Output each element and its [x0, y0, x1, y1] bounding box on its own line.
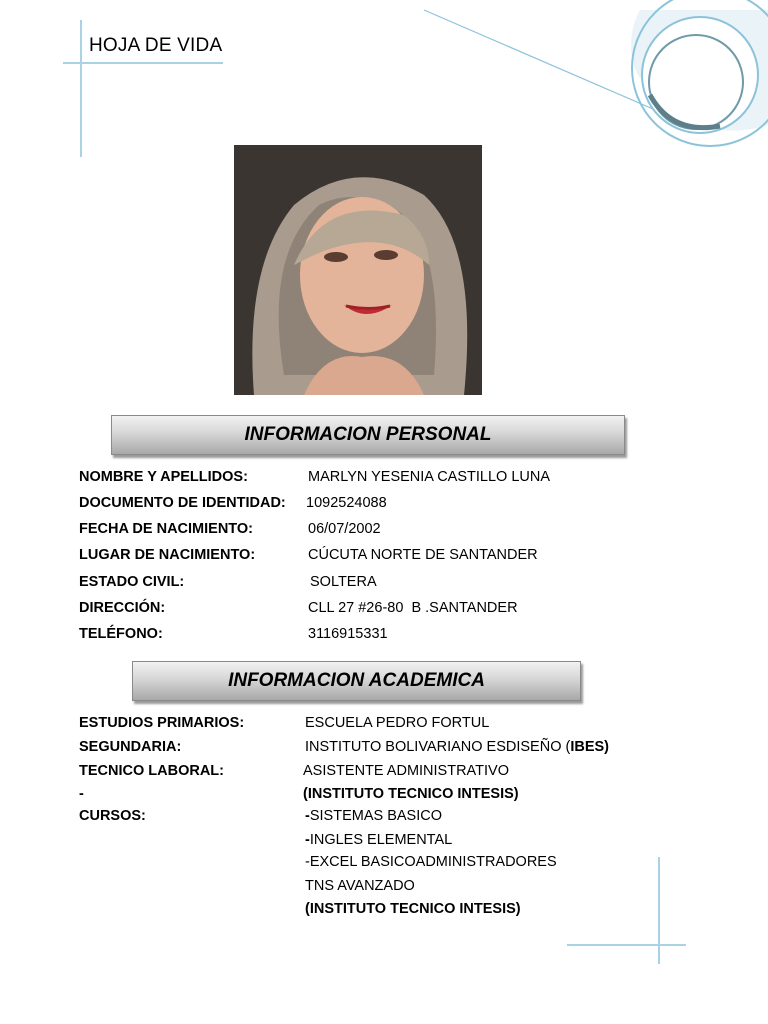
academic-value: TNS AVANZADO	[305, 878, 415, 894]
academic-label: SEGUNDARIA:	[79, 739, 182, 755]
curso-dash: -	[305, 808, 310, 824]
academic-value: (INSTITUTO TECNICO INTESIS)	[303, 786, 519, 802]
personal-label: TELÉFONO:	[79, 626, 163, 642]
decor-line-horizontal-bottom	[567, 944, 686, 946]
personal-value: 06/07/2002	[308, 521, 381, 537]
academic-value: -EXCEL BASICOADMINISTRADORES	[305, 854, 557, 870]
section-header-personal: INFORMACION PERSONAL	[111, 415, 625, 455]
academic-value	[305, 831, 452, 849]
personal-value: CÚCUTA NORTE DE SANTANDER	[308, 547, 538, 563]
curso-dash: -	[305, 832, 310, 848]
personal-value: 3116915331	[308, 626, 388, 642]
personal-value: 1092524088	[306, 495, 387, 511]
academic-value: (INSTITUTO TECNICO INTESIS)	[305, 901, 521, 917]
page-title: HOJA DE VIDA	[89, 35, 223, 56]
personal-label: LUGAR DE NACIMIENTO:	[79, 547, 256, 563]
academic-value	[305, 738, 609, 756]
personal-value: SOLTERA	[310, 574, 377, 590]
personal-label: DOCUMENTO DE IDENTIDAD:	[79, 495, 286, 511]
section-header-academic: INFORMACION ACADEMICA	[132, 661, 581, 701]
profile-photo	[234, 145, 482, 395]
segundaria-text: INSTITUTO BOLIVARIANO ESDISEÑO (	[305, 739, 571, 755]
academic-value	[305, 807, 442, 825]
academic-label: TECNICO LABORAL:	[79, 763, 224, 779]
academic-label: ESTUDIOS PRIMARIOS:	[79, 715, 245, 731]
decor-circles	[0, 0, 768, 160]
academic-value: ASISTENTE ADMINISTRATIVO	[303, 763, 509, 779]
curso-text: SISTEMAS BASICO	[309, 808, 442, 824]
personal-label: DIRECCIÓN:	[79, 600, 166, 616]
academic-label: -	[79, 786, 84, 802]
academic-label: CURSOS:	[79, 808, 146, 824]
segundaria-bold-text: IBES)	[570, 739, 610, 755]
decor-line-vertical-bottom	[658, 857, 660, 964]
curso-text: INGLES ELEMENTAL	[309, 832, 453, 848]
personal-value: MARLYN YESENIA CASTILLO LUNA	[308, 469, 551, 485]
personal-label: NOMBRE Y APELLIDOS:	[79, 469, 248, 485]
academic-value: ESCUELA PEDRO FORTUL	[305, 715, 490, 731]
personal-label: ESTADO CIVIL:	[79, 574, 185, 590]
personal-label: FECHA DE NACIMIENTO:	[79, 521, 253, 537]
personal-value: CLL 27 #26-80 B .SANTANDER	[308, 600, 518, 616]
